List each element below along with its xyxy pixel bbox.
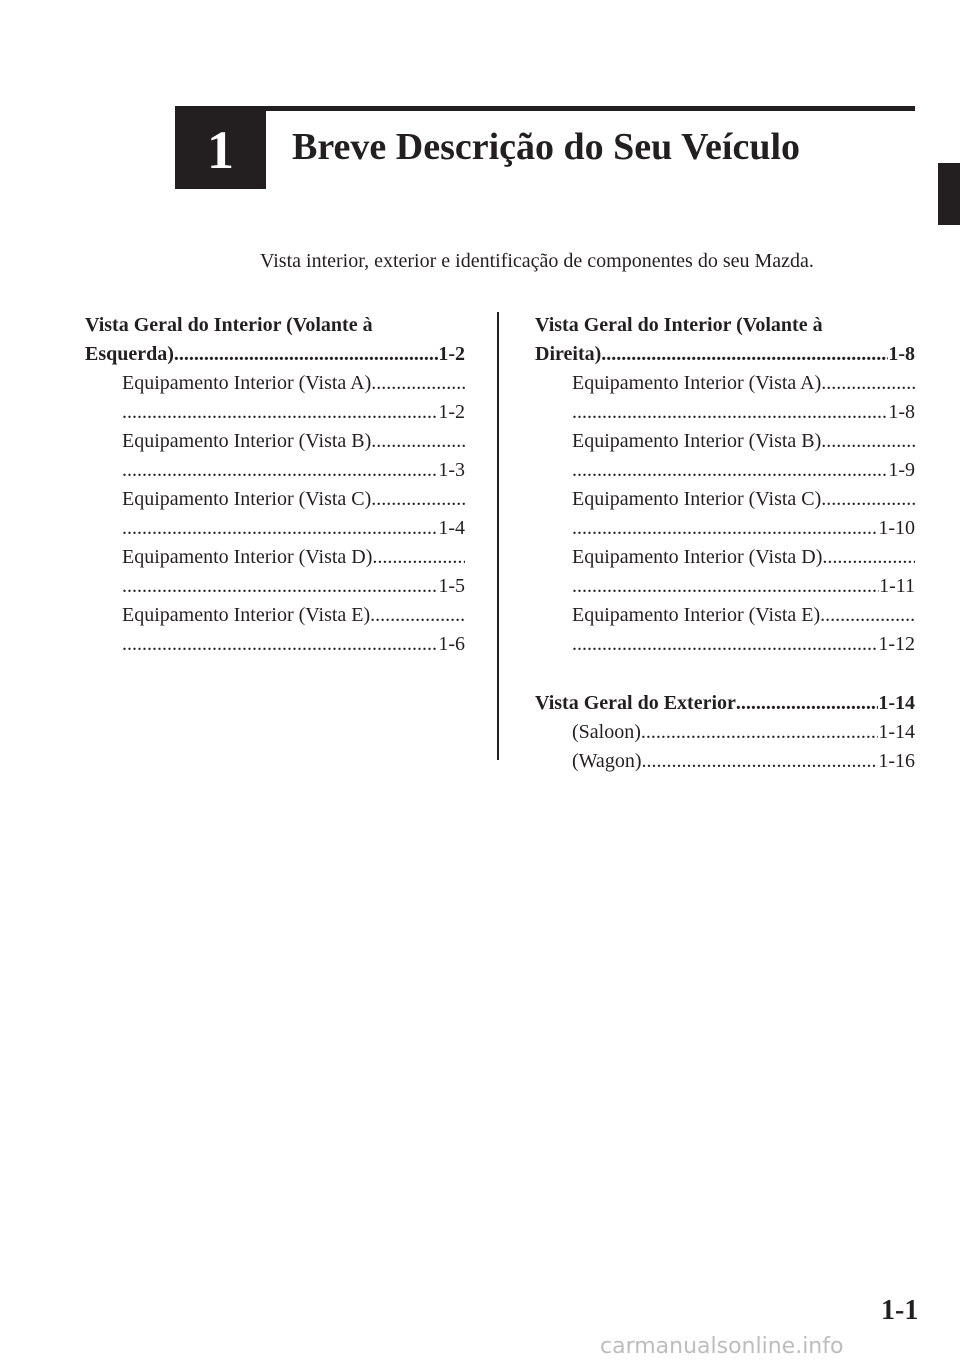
toc-item[interactable]: Equipamento Interior (Vista B) ..... ..... 1-9 <box>535 427 915 485</box>
chapter-number: 1 <box>207 120 234 180</box>
toc-item[interactable]: Equipamento Interior (Vista E) ..... ..... 1-12 <box>535 601 915 659</box>
page-number: 1-1 <box>881 1295 919 1326</box>
toc-heading-interior-lhd[interactable]: Vista Geral do Interior (Volante à Esquerda) ..... 1-2 <box>85 311 465 369</box>
toc-item[interactable]: Equipamento Interior (Vista A) ..... ..... 1-8 <box>535 369 915 427</box>
chapter-title: Breve Descrição do Seu Veículo <box>292 126 801 168</box>
chapter-intro: Vista interior, exterior e identificação de componentes do seu Mazda. <box>260 250 814 272</box>
chapter-number-box <box>175 111 266 189</box>
watermark: carmanualsonline.info <box>600 1334 844 1359</box>
toc-heading-interior-rhd[interactable]: Vista Geral do Interior (Volante à Direita) ..... 1-8 <box>535 311 915 369</box>
column-divider <box>497 312 499 760</box>
toc-item[interactable]: Equipamento Interior (Vista C) ..... ..... 1-10 <box>535 485 915 543</box>
header-rule <box>175 106 915 111</box>
chapter-side-tab <box>938 163 960 225</box>
toc-right-column <box>535 311 915 776</box>
toc-item[interactable]: Equipamento Interior (Vista D) ..... ..... 1-5 <box>85 543 465 601</box>
toc-item[interactable]: (Saloon) ..... 1-14 <box>535 718 915 747</box>
toc-item[interactable]: Equipamento Interior (Vista D) ..... ..... 1-11 <box>535 543 915 601</box>
toc-heading-exterior[interactable]: Vista Geral do Exterior ..... 1-14 <box>535 689 915 718</box>
toc-item[interactable]: Equipamento Interior (Vista E) ..... ..... 1-6 <box>85 601 465 659</box>
toc-item[interactable]: Equipamento Interior (Vista A) ..... ..... 1-2 <box>85 369 465 427</box>
toc-item[interactable]: (Wagon) ..... 1-16 <box>535 747 915 776</box>
toc-left-column <box>85 311 465 659</box>
toc-item[interactable]: Equipamento Interior (Vista C) ..... ..... 1-4 <box>85 485 465 543</box>
toc-item[interactable]: Equipamento Interior (Vista B) ..... ..... 1-3 <box>85 427 465 485</box>
